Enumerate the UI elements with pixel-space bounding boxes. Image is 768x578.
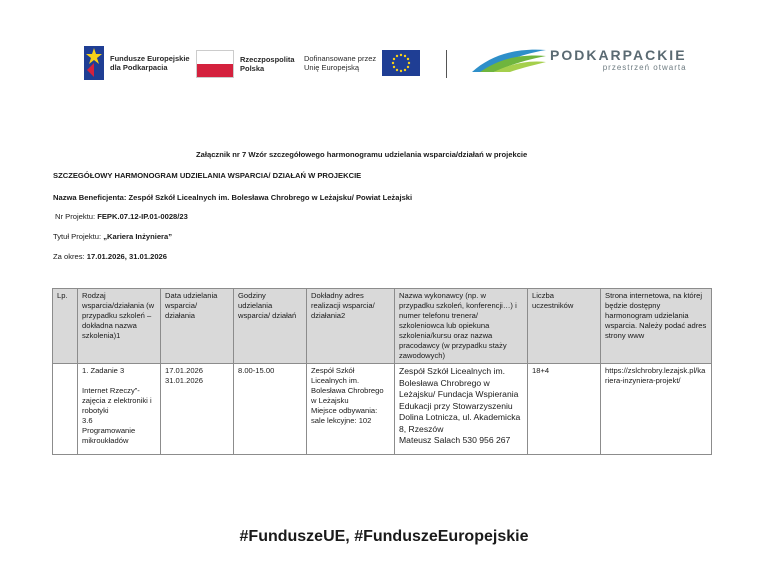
task-description: Internet Rzeczy”- zajęcia z elektroniki i robotyki [82,386,152,415]
rp-line-2: Polska [240,64,265,73]
header-hours: Godziny udzielania wsparcia/ działań [234,289,307,364]
period-line [53,252,167,261]
header-executor: Nazwa wykonawcy (np. w przypadku szkoleń, konferencji…) i numer telefonu trenera/ szkoleniowca lub opiekuna szkolenia/kursu oraz nazwa pracodawcy (w przypadku staży zawodowych) [395,289,528,364]
header-date: Data udzielania wsparcia/ działania [161,289,234,364]
attachment-title: Załącznik nr 7 Wzór szczegółowego harmonogramu udzielania wsparcia/działań w projekcie [196,150,528,159]
cell-executor [395,364,528,455]
table-header-row [53,289,712,364]
cell-hours: 8.00-15.00 [234,364,307,455]
project-number: FEPK.07.12-IP.01-0028/23 [97,212,188,221]
period-value: 17.01.2026, 31.01.2026 [86,252,167,261]
period-label: Za okres: [53,252,87,261]
cell-lp [53,364,78,455]
date-end: 31.01.2026 [165,376,204,385]
cell-website: https://zslchrobry.lezajsk.pl/kariera-inzyniera-projekt/ [601,364,712,455]
project-title-label: Tytuł Projektu: [53,232,104,241]
task-code: 3.6 [82,416,93,425]
fe-line-1: Fundusze Europejskie [110,54,190,63]
executor-contact: Mateusz Salach 530 956 267 [399,435,511,445]
rp-line-1: Rzeczpospolita [240,55,295,64]
schedule-table [52,288,712,455]
cell-address [307,364,395,455]
cell-support-type [78,364,161,455]
address-venue: Zespół Szkół Licealnych im. Bolesława Chrobrego w Leżajsku [311,366,384,405]
eu-logo [304,50,420,76]
podkarpackie-subtitle: przestrzeń otwarta [602,62,687,72]
project-title: „Kariera Inżyniera” [103,232,173,241]
header-address: Dokładny adres realizacji wsparcia/ działania2 [307,289,395,364]
table-row [53,364,712,455]
header-participants: Liczba uczestników [528,289,601,364]
task-number: 1. Zadanie 3 [82,366,125,375]
podkarpackie-logo [472,44,687,74]
ue-line-1: Dofinansowane przez [304,54,377,63]
header-website: Strona internetowa, na której będzie dostępny harmonogram udzielania wsparcia. Należy podać adres strony www [601,289,712,364]
logo-bar [0,42,768,86]
date-start: 17.01.2026 [165,366,204,375]
eu-flag-icon [382,50,420,76]
rzeczpospolita-logo [196,50,295,78]
fundusze-europejskie-logo [84,46,190,80]
footer-hashtags: #FunduszeUE, #FunduszeEuropejskie [239,528,529,545]
project-number-label: Nr Projektu: [55,212,98,221]
cell-participants: 18+4 [528,364,601,455]
task-subject: Programowanie mikroukładów [82,426,136,445]
poland-flag-icon [196,50,234,78]
podkarpackie-title: PODKARPACKIE [550,46,687,63]
fe-star-icon [84,46,104,80]
fe-line-2: dla Podkarpacia [110,63,168,72]
project-number-line [55,212,188,221]
document-heading: SZCZEGÓŁOWY HARMONOGRAM UDZIELANIA WSPARCIA/ DZIAŁAŃ W PROJEKCIE [53,171,362,180]
project-title-line [53,232,172,241]
podkarpackie-hills-icon [472,44,546,74]
ue-line-2: Unię Europejską [304,63,360,72]
header-support-type: Rodzaj wsparcia/działania (w przypadku szkoleń – dokładna nazwa szkolenia)1 [78,289,161,364]
logo-separator [446,50,447,78]
address-place: Miejsce odbywania: sale lekcyjne: 102 [311,406,378,425]
beneficiary-name: Nazwa Beneficjenta: Zespół Szkół Licealnych im. Bolesława Chrobrego w Leżajsku/ Powiat Leżajski [53,193,413,202]
cell-date [161,364,234,455]
executor-name: Zespół Szkół Licealnych im. Bolesława Chrobrego w Leżajsku/ Fundacja Wspierania Edukacji przy Stowarzyszeniu Dolina Lotnicza, ul. Akademicka 8, Rzeszów [399,366,521,434]
header-lp: Lp. [53,289,78,364]
